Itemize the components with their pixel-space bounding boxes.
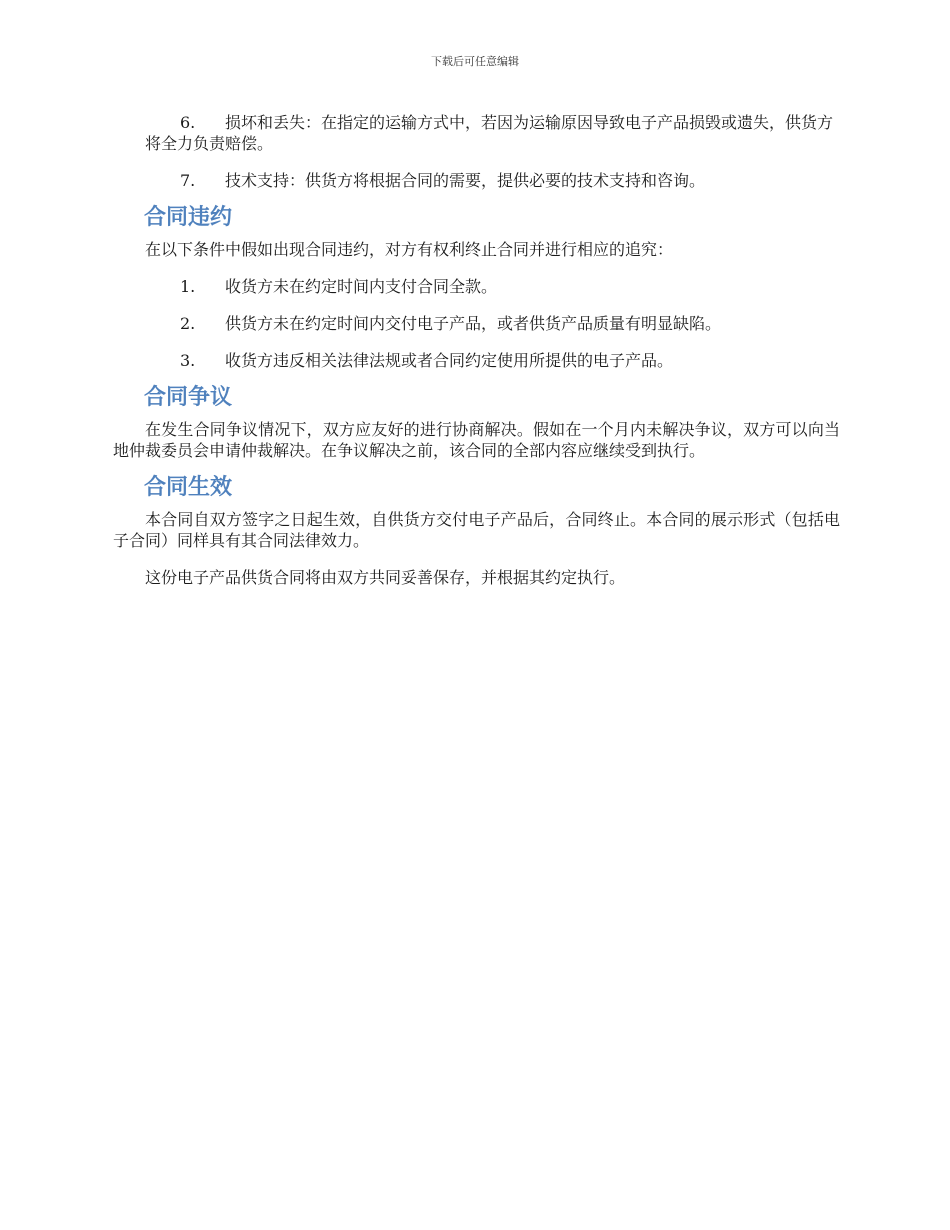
list-text: 技术支持：供货方将根据合同的需要，提供必要的技术支持和咨询。	[225, 171, 706, 190]
list-item	[113, 276, 840, 297]
list-number: 3.	[180, 351, 196, 370]
list-item	[113, 313, 840, 334]
dispute-paragraph: 在发生合同争议情况下，双方应友好的进行协商解决。假如在一个月内未解决争议，双方可以向当地仲裁委员会申请仲裁解决。在争议解决之前，该合同的全部内容应继续受到执行。	[113, 420, 840, 460]
list-text: 损坏和丢失：在指定的运输方式中，若因为运输原因导致电子产品损毁或遗失，供货方将全力负责赔偿。	[145, 113, 834, 153]
section-heading-dispute: 合同争议	[144, 385, 233, 410]
breach-intro: 在以下条件中假如出现合同违约，对方有权利终止合同并进行相应的追究：	[145, 240, 674, 259]
document-body	[113, 112, 840, 604]
section-heading-breach: 合同违约	[144, 205, 233, 230]
effect-paragraph: 本合同自双方签字之日起生效，自供货方交付电子产品后，合同终止。本合同的展示形式（包括电子合同）同样具有其合同法律效力。	[113, 510, 840, 550]
list-text: 供货方未在约定时间内交付电子产品，或者供货产品质量有明显缺陷。	[225, 314, 722, 333]
section-heading-effect: 合同生效	[144, 475, 233, 500]
page-header: 下载后可任意编辑	[431, 55, 519, 68]
list-number: 7.	[180, 171, 196, 190]
list-item	[113, 350, 840, 371]
list-number: 6.	[180, 113, 196, 132]
closing-paragraph: 这份电子产品供货合同将由双方共同妥善保存，并根据其约定执行。	[145, 568, 626, 587]
list-text: 收货方未在约定时间内支付合同全款。	[225, 277, 498, 296]
list-item	[113, 112, 840, 154]
list-item	[113, 170, 840, 191]
list-number: 1.	[180, 277, 196, 296]
list-number: 2.	[180, 314, 196, 333]
list-text: 收货方违反相关法律法规或者合同约定使用所提供的电子产品。	[225, 351, 674, 370]
